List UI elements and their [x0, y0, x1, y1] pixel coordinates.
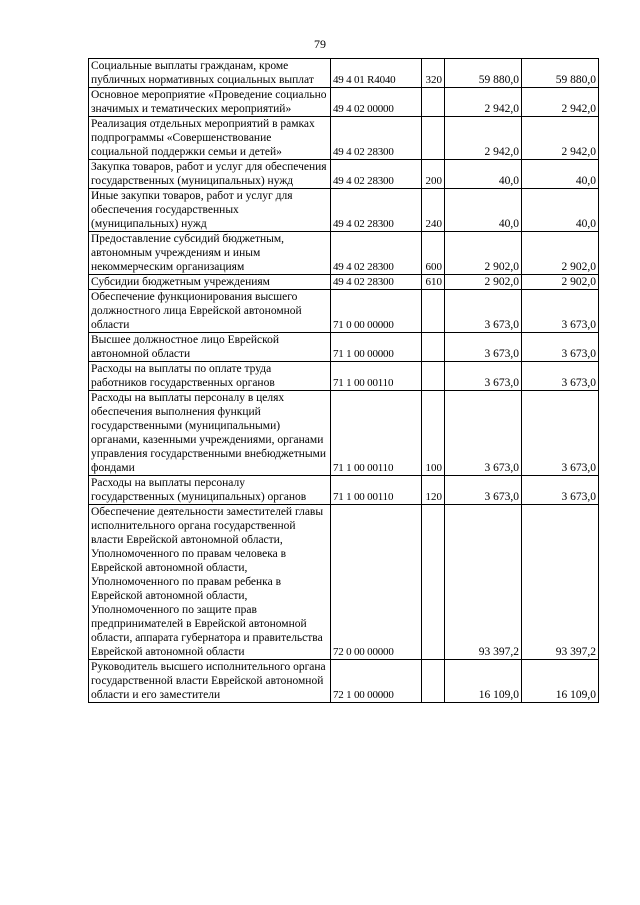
table-row	[89, 59, 599, 88]
row-amount-2-cell: 2 942,0	[522, 117, 599, 160]
row-expense-type-cell: 610	[422, 275, 445, 290]
row-amount-2-cell: 3 673,0	[522, 476, 599, 505]
table-row	[89, 117, 599, 160]
row-code-cell: 49 4 02 00000	[331, 88, 422, 117]
budget-table	[88, 58, 599, 703]
budget-table-body	[89, 59, 599, 703]
row-expense-type-cell	[422, 290, 445, 333]
row-code-cell: 49 4 02 28300	[331, 275, 422, 290]
row-amount-2-cell: 2 902,0	[522, 232, 599, 275]
row-code-cell: 71 1 00 00110	[331, 362, 422, 391]
row-expense-type-cell: 200	[422, 160, 445, 189]
row-amount-1-cell: 59 880,0	[445, 59, 522, 88]
row-expense-type-cell	[422, 660, 445, 703]
row-name-cell: Высшее должностное лицо Еврейской автономной области	[89, 333, 331, 362]
row-code-cell: 49 4 02 28300	[331, 117, 422, 160]
row-name-cell: Расходы на выплаты по оплате труда работников государственных органов	[89, 362, 331, 391]
row-amount-1-cell: 2 942,0	[445, 88, 522, 117]
row-amount-1-cell: 2 902,0	[445, 232, 522, 275]
table-row	[89, 290, 599, 333]
row-code-cell: 49 4 01 R4040	[331, 59, 422, 88]
table-row	[89, 189, 599, 232]
row-amount-2-cell: 3 673,0	[522, 333, 599, 362]
row-amount-2-cell: 2 942,0	[522, 88, 599, 117]
page-number: 79	[314, 37, 326, 51]
row-expense-type-cell: 120	[422, 476, 445, 505]
table-row	[89, 362, 599, 391]
row-amount-2-cell: 59 880,0	[522, 59, 599, 88]
row-expense-type-cell: 240	[422, 189, 445, 232]
row-expense-type-cell	[422, 362, 445, 391]
table-row	[89, 333, 599, 362]
row-amount-1-cell: 16 109,0	[445, 660, 522, 703]
row-name-cell: Социальные выплаты гражданам, кроме публичных нормативных социальных выплат	[89, 59, 331, 88]
row-amount-1-cell: 3 673,0	[445, 333, 522, 362]
row-name-cell: Руководитель высшего исполнительного органа государственной власти Еврейской автономной области и его заместители	[89, 660, 331, 703]
row-code-cell: 71 1 00 00000	[331, 333, 422, 362]
row-amount-2-cell: 3 673,0	[522, 362, 599, 391]
table-row	[89, 88, 599, 117]
row-code-cell: 71 0 00 00000	[331, 290, 422, 333]
row-expense-type-cell	[422, 88, 445, 117]
row-name-cell: Расходы на выплаты персоналу в целях обеспечения выполнения функций государственными (муниципальными) органами, казенными учреждениями, органами управления государственными внебюджетными фондами	[89, 391, 331, 476]
row-name-cell: Расходы на выплаты персоналу государственных (муниципальных) органов	[89, 476, 331, 505]
row-name-cell: Обеспечение деятельности заместителей главы исполнительного органа государственной власти Еврейской автономной области, Уполномоченного по правам человека в Еврейской автономной области, Уполномоченного по правам ребенка в Еврейской автономной области, Уполномоченного по защите прав предпринимателей в Еврейской автономной области, аппарата губернатора и правительства Еврейской автономной области	[89, 505, 331, 660]
row-name-cell: Иные закупки товаров, работ и услуг для обеспечения государственных (муниципальных) нужд	[89, 189, 331, 232]
row-amount-2-cell: 3 673,0	[522, 290, 599, 333]
row-name-cell: Основное мероприятие «Проведение социально значимых и тематических мероприятий»	[89, 88, 331, 117]
row-expense-type-cell: 600	[422, 232, 445, 275]
row-code-cell: 71 1 00 00110	[331, 476, 422, 505]
row-amount-2-cell: 16 109,0	[522, 660, 599, 703]
row-code-cell: 71 1 00 00110	[331, 391, 422, 476]
row-expense-type-cell: 320	[422, 59, 445, 88]
row-amount-1-cell: 40,0	[445, 160, 522, 189]
table-row	[89, 476, 599, 505]
row-amount-1-cell: 3 673,0	[445, 391, 522, 476]
row-expense-type-cell	[422, 505, 445, 660]
table-row	[89, 505, 599, 660]
table-row	[89, 660, 599, 703]
row-name-cell: Обеспечение функционирования высшего должностного лица Еврейской автономной области	[89, 290, 331, 333]
row-amount-2-cell: 2 902,0	[522, 275, 599, 290]
row-expense-type-cell	[422, 117, 445, 160]
row-amount-2-cell: 40,0	[522, 160, 599, 189]
row-amount-1-cell: 3 673,0	[445, 362, 522, 391]
row-expense-type-cell	[422, 333, 445, 362]
row-code-cell: 49 4 02 28300	[331, 160, 422, 189]
row-code-cell: 72 0 00 00000	[331, 505, 422, 660]
row-expense-type-cell: 100	[422, 391, 445, 476]
row-amount-1-cell: 40,0	[445, 189, 522, 232]
row-name-cell: Субсидии бюджетным учреждениям	[89, 275, 331, 290]
row-name-cell: Реализация отдельных мероприятий в рамках подпрограммы «Совершенствование социальной поддержки семьи и детей»	[89, 117, 331, 160]
table-row	[89, 275, 599, 290]
row-name-cell: Закупка товаров, работ и услуг для обеспечения государственных (муниципальных) нужд	[89, 160, 331, 189]
row-amount-2-cell: 93 397,2	[522, 505, 599, 660]
row-amount-1-cell: 2 942,0	[445, 117, 522, 160]
row-amount-2-cell: 3 673,0	[522, 391, 599, 476]
table-row	[89, 160, 599, 189]
row-name-cell: Предоставление субсидий бюджетным, автономным учреждениям и иным некоммерческим организациям	[89, 232, 331, 275]
table-row	[89, 232, 599, 275]
row-amount-1-cell: 93 397,2	[445, 505, 522, 660]
row-amount-1-cell: 3 673,0	[445, 476, 522, 505]
row-code-cell: 72 1 00 00000	[331, 660, 422, 703]
table-row	[89, 391, 599, 476]
row-amount-2-cell: 40,0	[522, 189, 599, 232]
row-code-cell: 49 4 02 28300	[331, 189, 422, 232]
row-amount-1-cell: 2 902,0	[445, 275, 522, 290]
row-code-cell: 49 4 02 28300	[331, 232, 422, 275]
row-amount-1-cell: 3 673,0	[445, 290, 522, 333]
